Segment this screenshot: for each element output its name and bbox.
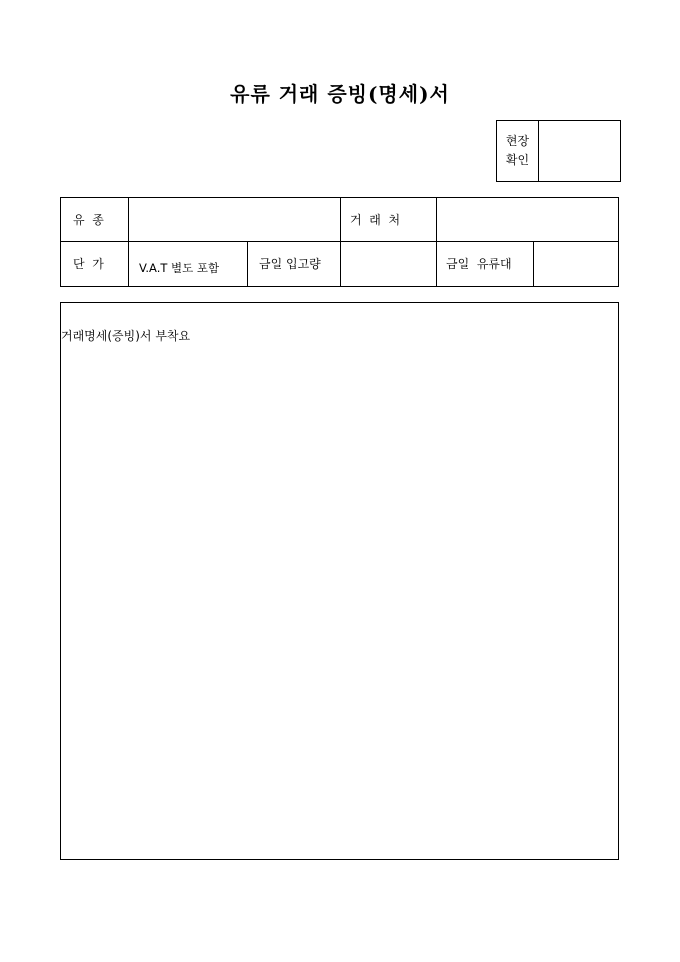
unit-price-label: 단 가 <box>73 257 104 271</box>
site-confirmation-label <box>497 121 539 181</box>
confirm-label-line2: 확인 <box>505 153 530 167</box>
vat-note: V.A.T 별도 포함 <box>139 261 220 275</box>
fuel-type-field[interactable] <box>129 198 340 241</box>
vendor-label: 거 래 처 <box>350 213 401 227</box>
info-table <box>60 197 619 287</box>
site-confirmation-box <box>496 120 621 182</box>
vendor-field[interactable] <box>437 198 618 241</box>
today-intake-field[interactable] <box>341 241 436 286</box>
col-divider <box>247 241 248 286</box>
today-intake-label: 금일 입고량 <box>259 257 321 271</box>
document-title: 유류 거래 증빙(명세)서 <box>230 82 450 106</box>
today-fuel-cost-field[interactable] <box>534 241 618 286</box>
attachment-note: 거래명세(증빙)서 부착요 <box>61 329 191 343</box>
attachment-area[interactable] <box>60 302 619 860</box>
today-fuel-cost-label: 금일 유류대 <box>446 257 512 271</box>
confirmation-signature-field[interactable] <box>539 121 620 181</box>
fuel-type-label: 유 종 <box>73 213 104 227</box>
confirm-label-line1: 현장 <box>505 134 530 148</box>
